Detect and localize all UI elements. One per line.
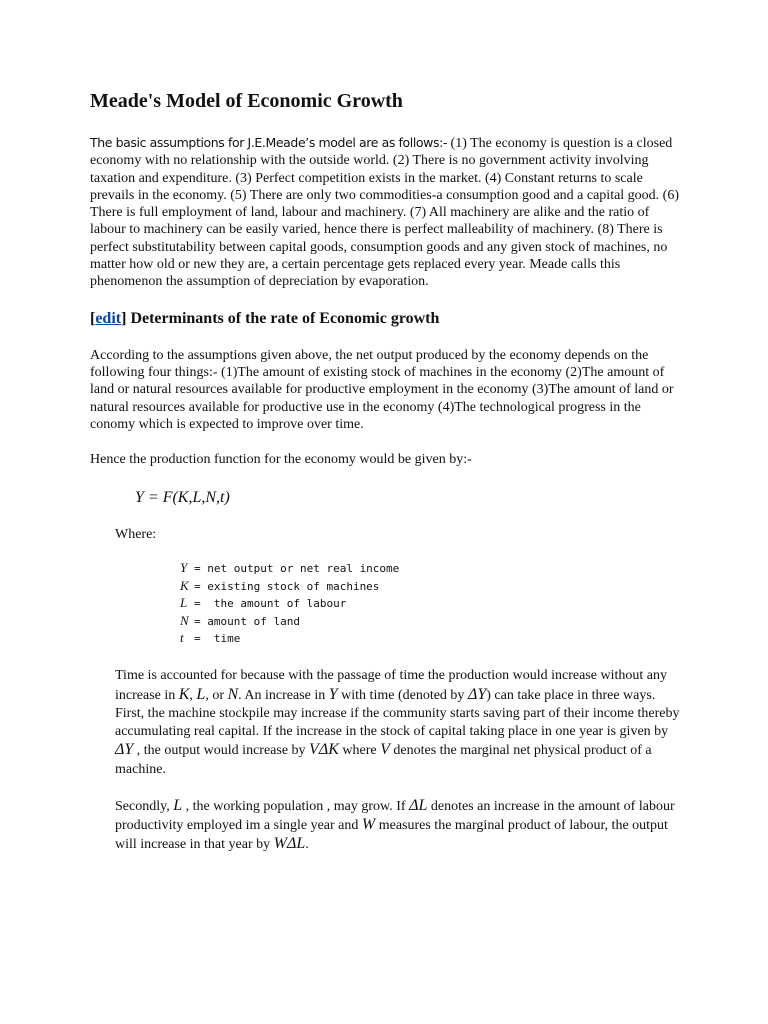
assumptions-paragraph xyxy=(90,134,680,291)
definition-text: = amount of land xyxy=(194,614,300,628)
math-n: N xyxy=(227,685,239,703)
math-w-delta-l: WΔL xyxy=(273,835,306,853)
definition-row xyxy=(180,595,680,612)
math-v-delta-k: VΔK xyxy=(309,741,339,759)
definition-symbol: t xyxy=(180,630,184,646)
bracket-open: [ xyxy=(90,309,96,327)
math-delta-y: ΔY xyxy=(467,685,487,703)
text-run: denotes the marginal net physical product of a machine. xyxy=(115,743,652,777)
definition-row xyxy=(180,613,680,630)
production-intro: Hence the production function for the economy would be given by:- xyxy=(90,452,472,468)
text-run: Time is accounted for because with the passage of time the production would increase without any increase in xyxy=(115,668,667,703)
definition-symbol: K xyxy=(180,577,189,593)
math-k: K xyxy=(178,685,190,703)
section-heading-text: Determinants of the rate of Economic growth xyxy=(126,309,440,327)
assumptions-body: (1) The economy is question is a closed economy with no relationship with the outside world. (2) There is no government activity involving taxation and expenditure. (3) Perfect competition exists in the market. (4) Constant returns to scale prevails in the economy. (5) There are only two commodities-a consumption good and a capital good. (6) There is full employment of land, labour and machinery. (7) All machinery are alike and the ratio of labour to machinery can be easily varied, hence there is perfect malleability of machinery. (8) There is perfect substitutability between capital goods, consumption goods and any given stock of machines, no matter how old or new they are, a certain percentage gets replaced every year. Meade calls this phenomenon the assumption of depreciation by evaporation. xyxy=(90,136,680,290)
math-w: W xyxy=(361,815,376,833)
math-y: Y xyxy=(328,685,338,703)
where-label: Where: xyxy=(115,527,157,543)
document-page xyxy=(90,88,680,872)
text-run: with time (denoted by xyxy=(337,687,468,703)
definition-text: = time xyxy=(194,632,241,646)
definition-text: = net output or net real income xyxy=(194,562,400,576)
time-paragraph xyxy=(115,667,685,778)
bracket-close: ] xyxy=(121,309,127,327)
text-run: where xyxy=(338,743,381,759)
edit-link[interactable]: edit xyxy=(95,309,122,327)
assumptions-lead: The basic assumptions for J.E.Meade’s model are as follows:- xyxy=(90,135,448,150)
definitions-list xyxy=(180,560,680,647)
definition-row xyxy=(180,560,680,577)
text-run: . xyxy=(305,837,309,853)
definition-text: = existing stock of machines xyxy=(194,579,380,593)
text-run: , the working population , may grow. If xyxy=(182,798,410,814)
text-run: , or xyxy=(205,687,228,703)
labour-paragraph xyxy=(115,797,685,855)
section-heading xyxy=(90,309,680,329)
text-run: denotes an increase in the amount of labour productivity employed im a single year and xyxy=(115,798,675,833)
definition-symbol: N xyxy=(180,612,189,628)
text-run: ) can take place in three ways. First, the machine stockpile may increase if the community starts saving part of their income thereby accumulating real capital. If the increase in the stock of capital taking place in one year is given by xyxy=(115,687,680,740)
math-l: L xyxy=(173,796,183,814)
equation-text: Y = F(K,L,N,t) xyxy=(135,489,230,507)
definition-symbol: Y xyxy=(180,560,188,576)
math-delta-y: ΔY xyxy=(115,741,134,759)
production-equation xyxy=(135,488,680,508)
text-run: . An increase in xyxy=(238,687,329,703)
definition-text: = the amount of labour xyxy=(194,597,347,611)
page-title: Meade's Model of Economic Growth xyxy=(90,90,403,112)
definition-row xyxy=(180,630,680,647)
math-v: V xyxy=(380,741,390,759)
text-run: , xyxy=(189,687,197,703)
math-delta-l: ΔL xyxy=(409,796,428,814)
determinants-paragraph: According to the assumptions given above, the net output produced by the economy depends on the following four things:- (1)The amount of existing stock of machines in the economy (2)The amount of land or natural resources available for productive employment in the economy (3)The amount of land or natural resources available for productive use in the economy (4)The technological progress in the conomy which is expected to improve over time. xyxy=(90,347,674,432)
text-run: Secondly, xyxy=(115,798,174,814)
math-l: L xyxy=(196,685,206,703)
definition-row xyxy=(180,578,680,595)
definition-symbol: L xyxy=(180,595,188,611)
text-run: , the output would increase by xyxy=(133,743,310,759)
text-run: measures the marginal product of labour, the output will increase in that year by xyxy=(115,817,668,853)
